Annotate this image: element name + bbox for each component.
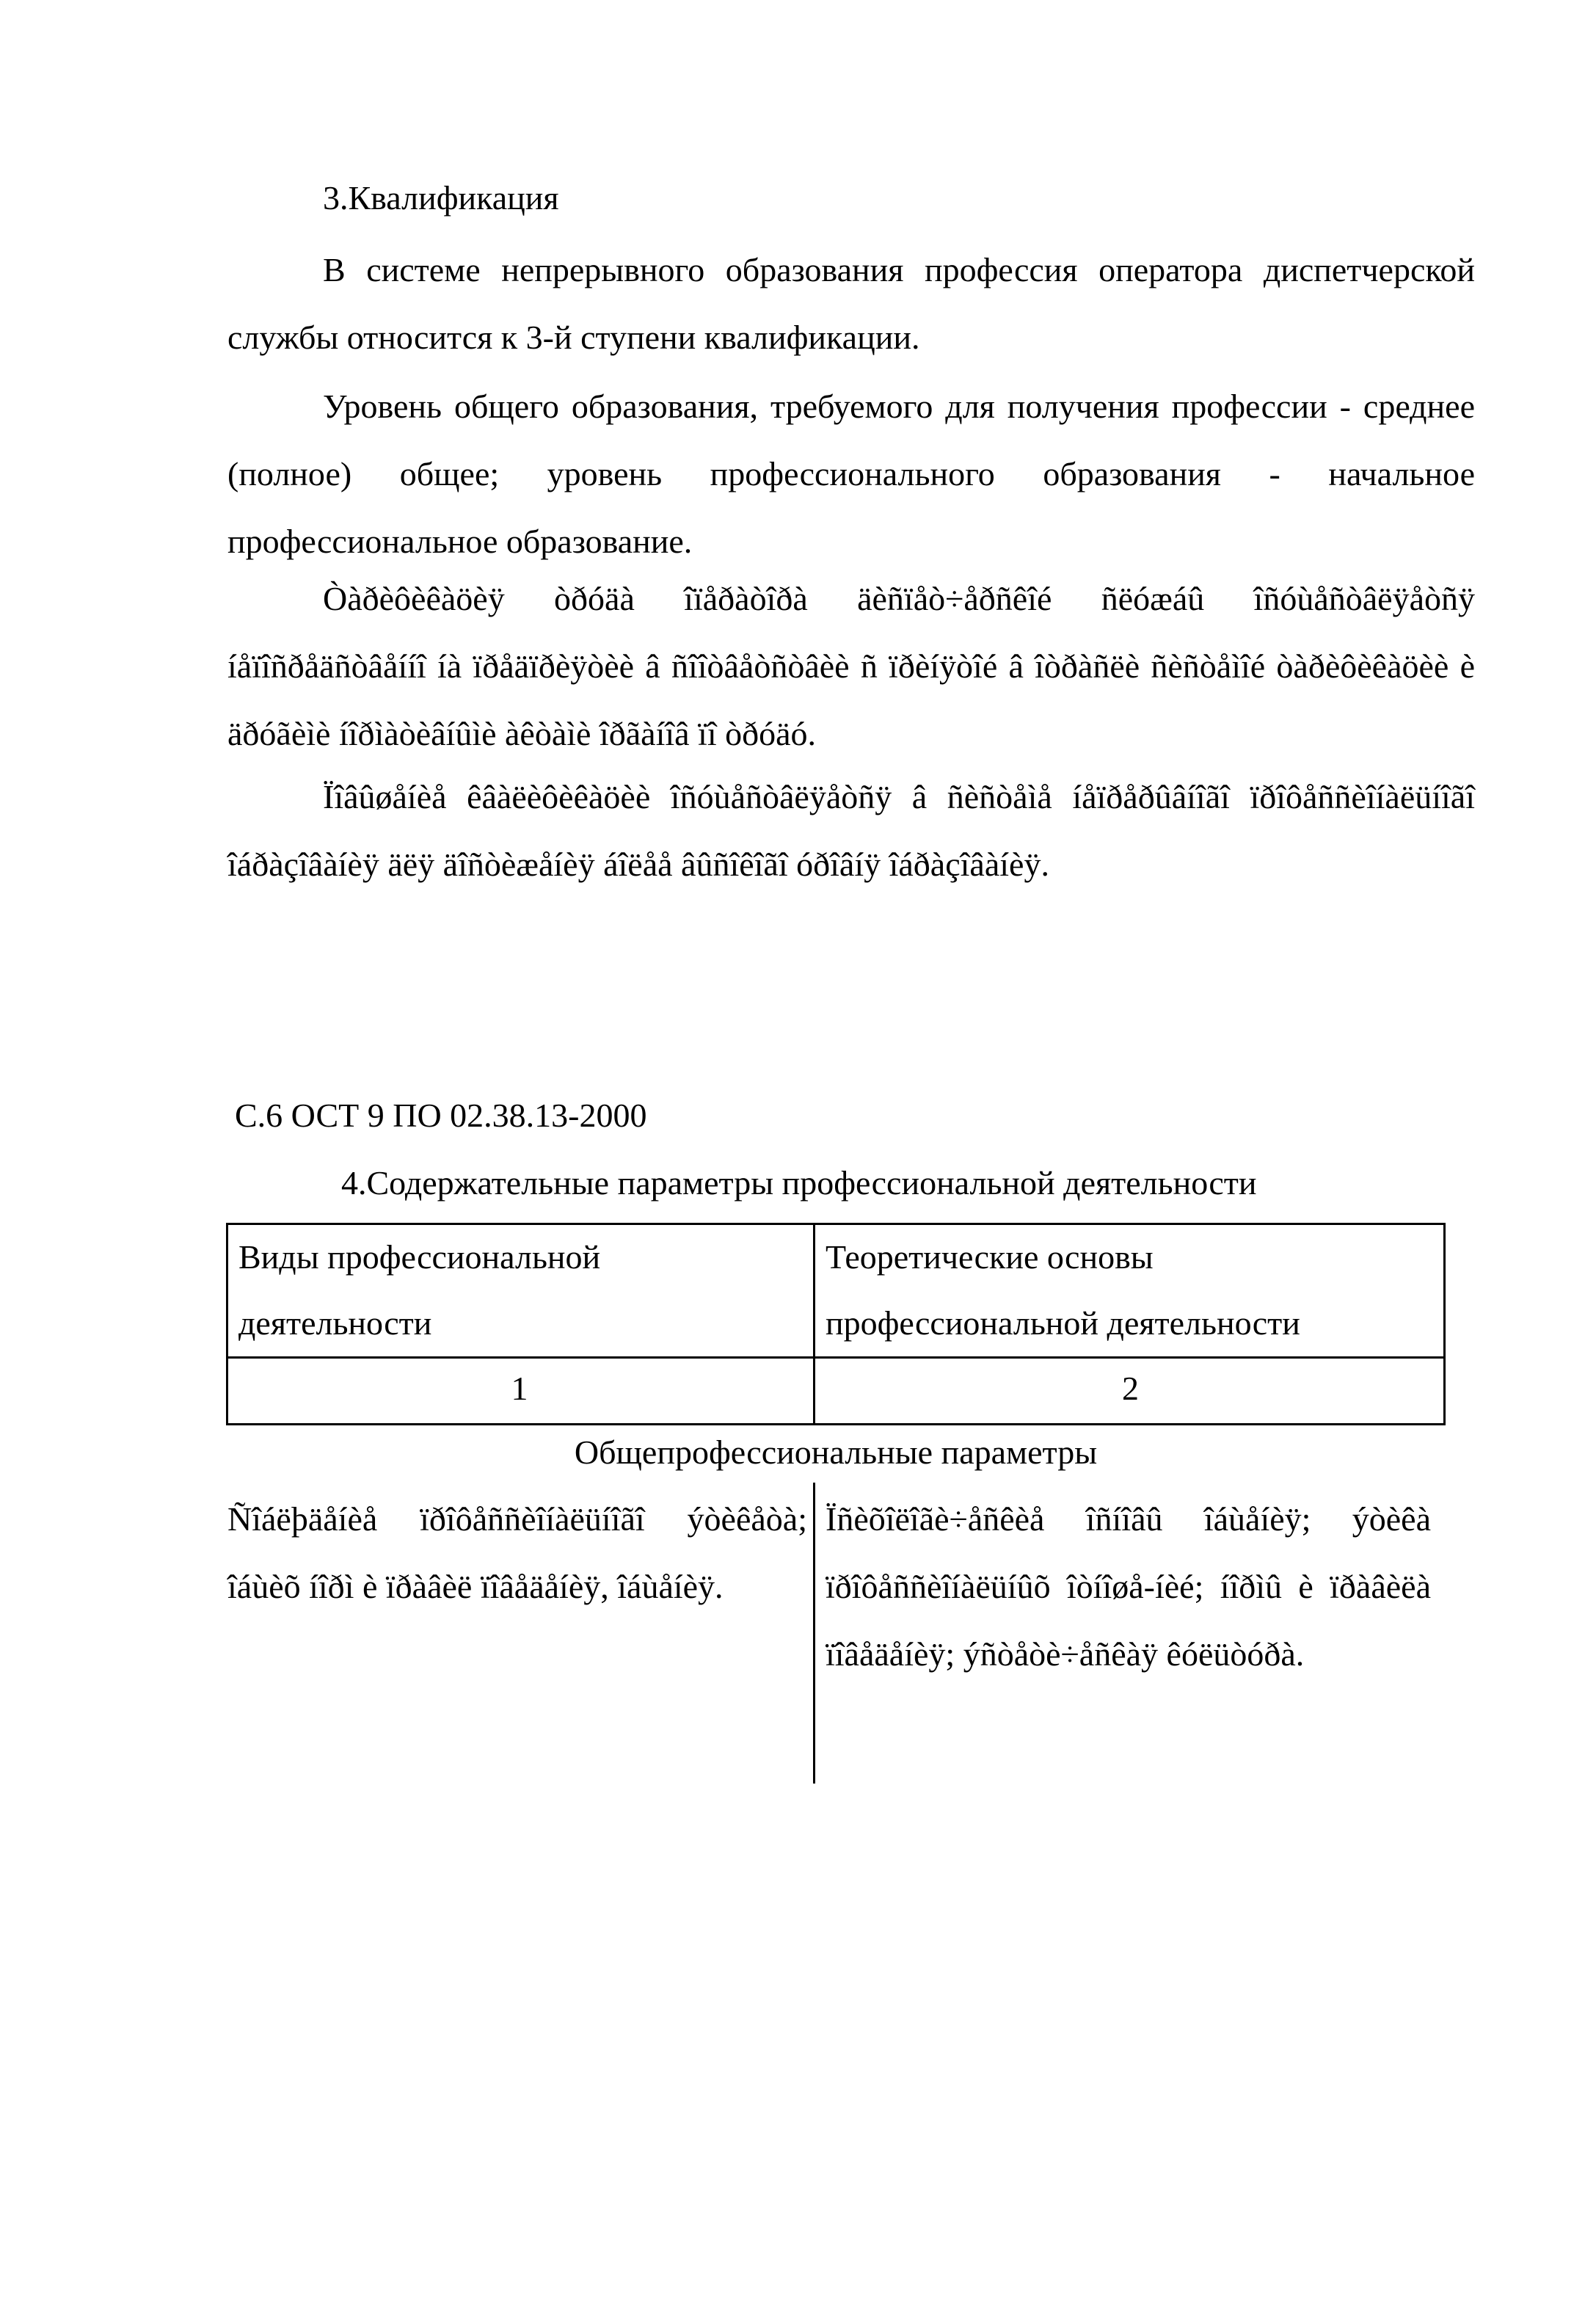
lower-column-divider (813, 1483, 815, 1784)
table-row-right-cell: Ïñèõîëîãè÷åñêèå îñíîâû îáùåíèÿ; ýòèêà ïðîôåññèîíàëüíûõ îòíîøå-íèé; íîðìû è ïðàâèëà ïîâåäåíèÿ; ýñòåòè÷åñêàÿ êóëüòóðà. (826, 1500, 1431, 1673)
section-4-title: 4.Содержательные параметры профессиональной деятельности (341, 1164, 1257, 1202)
table-column-number-1: 1 (511, 1370, 528, 1407)
table-row-divider (226, 1356, 1446, 1359)
table-header-col-1: Виды профессиональной деятельности (238, 1238, 601, 1342)
qualification-paragraph-3: Òàðèôèêàöèÿ òðóäà îïåðàòîðà äèñïåò÷åðñêîé ñëóæáû îñóùåñòâëÿåòñÿ íåïîñðåäñòâåííî íà ïðåäïðèÿòèè â ñîîòâåòñòâèè ñ ïðèíÿòîé â îòðàñëè ñèñòåìîé òàðèôèêàöèè è äðóãèìè íîðìàòèâíûìè àêòàìè îðãàíîâ ïî òðóäó. (227, 580, 1475, 752)
page-header: С.6 ОСТ 9 ПО 02.38.13-2000 (235, 1097, 647, 1134)
qualification-paragraph-1: В системе непрерывного образования профессия оператора диспетчерской службы относится к 3-й ступени квалификации. (227, 251, 1475, 356)
table-column-number-2: 2 (1122, 1370, 1139, 1407)
table-row-left-cell: Ñîáëþäåíèå ïðîôåññèîíàëüíîãî ýòèêåòà; îáùèõ íîðì è ïðàâèë ïîâåäåíèÿ, îáùåíèÿ. (227, 1500, 807, 1605)
table-header-col-2: Теоретические основы профессиональной деятельности (826, 1238, 1300, 1342)
general-parameters-subheading: Общепрофессиональные параметры (574, 1433, 1098, 1471)
section-3-heading: 3.Квалификация (323, 179, 559, 217)
qualification-paragraph-4: Ïîâûøåíèå êâàëèôèêàöèè îñóùåñòâëÿåòñÿ â ñèñòåìå íåïðåðûâíîãî ïðîôåññèîíàëüíîãî îáðàçîâàíèÿ äëÿ äîñòèæåíèÿ áîëåå âûñîêîãî óðîâíÿ îáðàçîâàíèÿ. (227, 778, 1475, 883)
qualification-paragraph-2: Уровень общего образования, требуемого для получения профессии - среднее (полное) общее; уровень профессионального образования - начальное профессиональное образование. (227, 388, 1475, 560)
